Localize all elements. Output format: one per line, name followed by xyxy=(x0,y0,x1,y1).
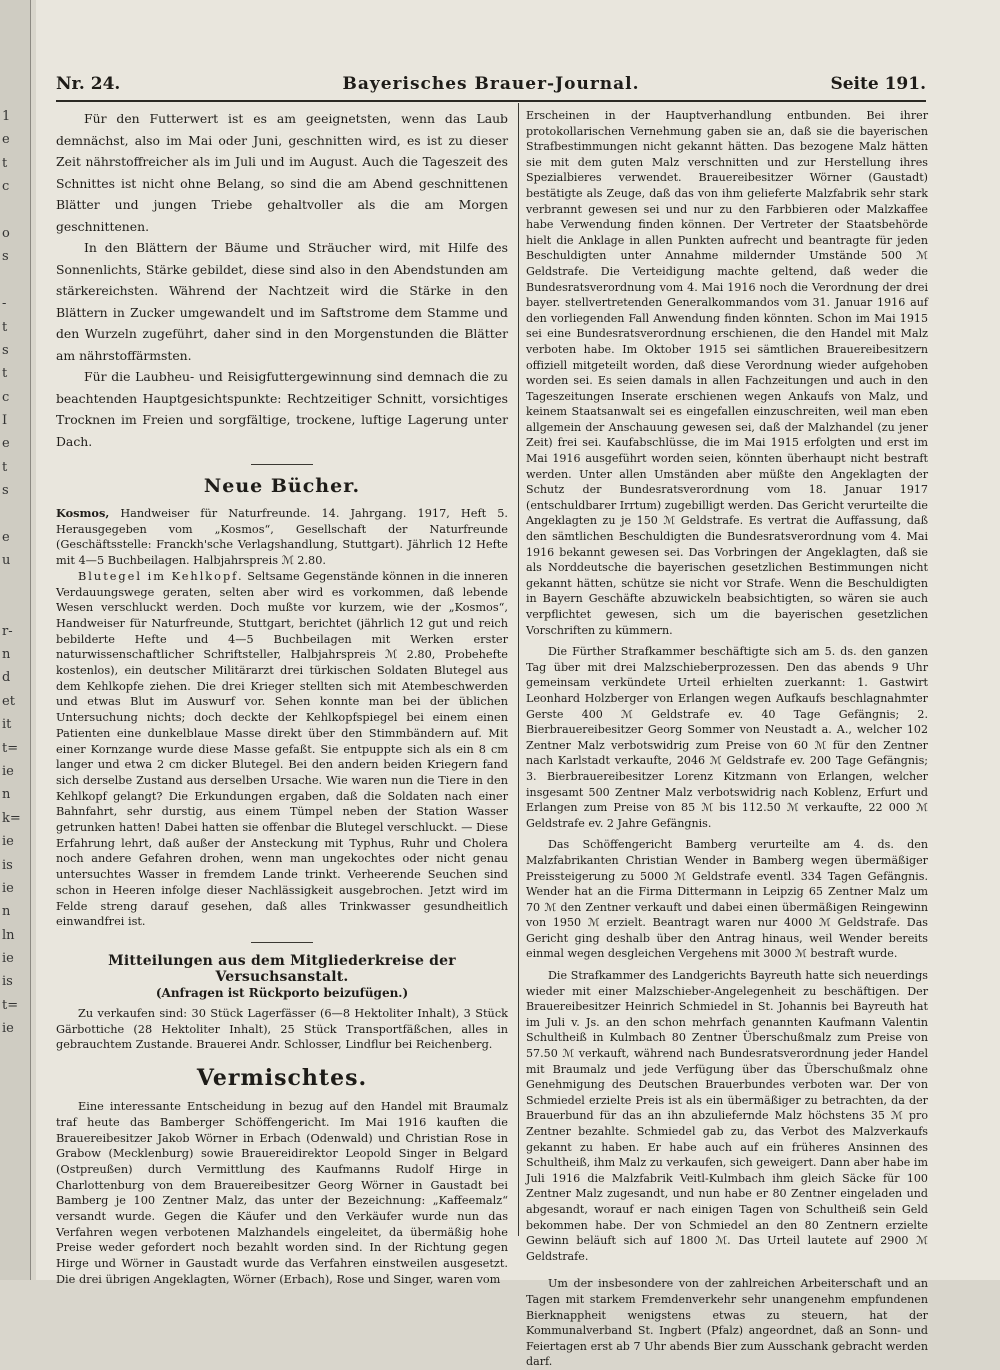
adjacent-page-fragment: ie xyxy=(2,1021,14,1037)
adjacent-page-fragment: is xyxy=(2,857,13,873)
page-header xyxy=(56,70,926,102)
paragraph-schoeffengericht-bamberg: Das Schöffengericht Bamberg verurteilte am 4. ds. den Malzfabrikanten Christian Wender in Bamberg wegen übermäßiger Preissteigerung zu 5000 ℳ Geldstrafe eventl. 334 Tagen Gefängnis. Wender hat an die Firma Dittermann in Leipzig 65 Zentner Malz um 70 ℳ den Zentner verkauft und dabei einen übermäßigen Reingewinn von 1950 ℳ erzielt. Beantragt waren nur 4000 ℳ Geldstrafe. Das Gericht ging deshalb über den Antrag hinaus, weil Wender bereits einmal wegen desgleichen Vergehens mit 3000 ℳ bestraft wurde. xyxy=(526,838,928,961)
adjacent-page-fragment: t xyxy=(2,319,8,335)
adjacent-page-fragment: - xyxy=(2,296,7,312)
adjacent-page-fragment: t xyxy=(2,366,8,382)
adjacent-page-fragment xyxy=(2,601,28,624)
adjacent-page-fragment: t= xyxy=(2,997,19,1013)
adjacent-page-fragment: n xyxy=(2,904,11,920)
journal-title: Bayerisches Brauer-Journal. xyxy=(342,74,640,94)
adjacent-page-fragment: o xyxy=(2,225,10,241)
paragraph-landgericht-bayreuth: Die Strafkammer des Landgerichts Bayreuth hatte sich neuerdings wieder mit einer Malzschieber-Angelegenheit zu beschäftigen. Der Brauereibesitzer Heinrich Schmiedel in St. Johannis bei Bayreuth hat im Juli v. Js. an den schon mehrfach genannten Kaufmann Valentin Schultheiß in Kulmbach 80 Zentner Überschußmalz zum Preise von 57.50 ℳ verkauft, während nach Bundesratsverordnung jeder Handel mit Braumalz und jede Verfügung über das Überschußmalz ohne Genehmigung des Deutschen Brauerbundes verboten war. Der von Schmiedel erzielte Preis ist als ein übermäßiger zu betrachten, da der Brauerbund für das an ihn abzuliefernde Malz höchstens 35 ℳ pro Zentner bezahlte. Schmiedel gab zu, das Verbot des Malzverkaufs gekannt zu haben. Er habe auch auf ein früheres Ansinnen des Schultheiß, ihm Malz zu verkaufen, sich geweigert. Dann aber habe im Juli 1916 die Malzfabrik Veitl-Kulmbach ihm gleich Säcke für 100 Zentner Malz zugesandt, und nun habe er 80 Zentner eingeladen und abgesandt, worauf er nach einigen Tagen von Schultheiß sein Geld bekommen habe. Der von Schmiedel an den 80 Zentnern erzielte Gewinn beläuft sich auf 1800 ℳ. Das Urteil lautete auf 2900 ℳ Geldstrafe. xyxy=(526,969,928,1263)
adjacent-page-fragment: ln xyxy=(2,927,15,943)
adjacent-page-fragment: c xyxy=(2,179,10,195)
adjacent-page-fragment: u xyxy=(2,553,11,569)
adjacent-page-fragment: I xyxy=(2,413,8,429)
paragraph-verhandlung: Erscheinen in der Hauptverhandlung entbunden. Bei ihrer protokollarischen Vernehmung gaben sie an, daß sie die bayerischen Strafbestimmungen nicht gekannt hätten. Das bezogene Malz hätten sie mit dem guten Malz verschnitten und zur Herstellung ihres Spezialbieres verwendet. Brauereibesitzer Wörner (Gaustadt) bestätigte als Zeuge, daß das von ihm gelieferte Malzfabrik sehr stark verbrannt gewesen sei und nur zu den Farbbieren oder Malzkaffee habe Verwendung finden können. Der Vertreter der Staatsbehörde hielt die Anklage in allen Punkten aufrecht und beantragte für jeden Beschuldigten unter Annahme mildernder Umstände 500 ℳ Geldstrafe. Die Verteidigung machte geltend, daß weder die Bundesratsverordnung vom 4. Mai 1916 noch die Verordnung der drei bayer. stellvertretenden Generalkommandos vom 31. Januar 1916 auf den vorliegenden Fall Anwendung finden könnten. Schon im Mai 1915 sei eine Bundesratsverordnung erschienen, die den Handel mit Malz verboten habe. Im Oktober 1915 sei sämtlichen Brauereibesitzern offiziell mitgeteilt worden, daß diese Verordnung wieder aufgehoben worden sei. Es seien damals in allen Fachzeitungen und auch in den Tageszeitungen Inserate erschienen wegen Ankaufs von Malz, und keinem Staatsanwalt sei es eingefallen einzuschreiten, weil man eben allgemein der Anschauung gewesen sei, daß der Malzhandel (zu jener Zeit) frei sei. Kaufabschlüsse, die im Mai 1915 erfolgten und erst im Mai 1916 ausgeführt worden seien, könnten überhaupt nicht bestraft werden. Unter allen Umständen aber müßte den Angeklagten der Schutz der Bundesratsverordnung vom 18. Januar 1917 (entschuldbarer Irrtum) zugebilligt werden. Das Gericht verurteilte die Angeklagten zu je 150 ℳ Geldstrafe. Es vertrat die Auffassung, daß den sämtlichen Beschuldigten die Bundesratsverordnung vom 4. Mai 1916 bekannt gewesen sei. Das Vorbringen der Angeklagten, daß sie als Norddeutsche die bayerischen gesetzlichen Bestimmungen nicht gekannt hätten, schütze sie nicht vor Strafe. Wenn die Beschuldigten in Bayern Geschäfte abzuwickeln beabsichtigten, so wären sie auch verpflichtet gewesen, sich um die bayerischen gesetzlichen Vorschriften zu kümmern. xyxy=(526,109,928,637)
paragraph-laubheu: Für die Laubheu- und Reisigfuttergewinnung sind demnach die zu beachtenden Hauptgesichtspunkte: Rechtzeitiger Schnitt, vorsichtiges Trocknen im Freien und sorgfältige, trockene, luftige Lagerung unter Dach. xyxy=(56,369,508,449)
kosmos-text: Handweiser für Naturfreunde. 14. Jahrgang. 1917, Heft 5. Herausgegeben vom „Kosmos“, Gesellschaft der Naturfreunde (Geschäftsstelle: Franckh'sche Verlagshandlung, Stuttgart). Jährlich 12 Hefte mit 4—5 Buchbeilagen. Halbjahrspreis ℳ 2.80. xyxy=(56,507,509,568)
adjacent-page-fragment xyxy=(2,274,28,297)
adjacent-page-fragment xyxy=(2,508,28,531)
adjacent-page-fragment: n xyxy=(2,787,11,803)
heading-mitteilungen: Mitteilungen aus dem Mitgliederkreise der Versuchsanstalt. xyxy=(108,952,456,985)
kosmos-lead: Kosmos, xyxy=(56,506,110,520)
paragraph-gap xyxy=(526,1264,928,1276)
adjacent-page-fragment: ie xyxy=(2,763,14,779)
left-column xyxy=(56,108,509,1286)
adjacent-page-fragment: e xyxy=(2,530,10,546)
blutegel-text: Seltsame Gegenstände können in die inneren Verdauungswege geraten, selten aber wird es vorkommen, daß lebende Wesen verschluckt werden. Doch mußte vor kurzem, wie der „Kosmos“, Handweiser für Naturfreunde, Stuttgart, berichtet (jährlich 12 gut und reich bebilderte Hefte und 4—5 Buchbeilagen mit Werken erster naturwissenschaftlicher Schriftsteller, Halbjahrspreis ℳ 2.80, Probehefte kostenlos), ein deutscher Militärarzt drei türkischen Soldaten Blutegel aus dem Kehlkopfe ziehen. Die drei Krieger stellten sich mit Atembeschwerden und etwas Blut im Auswurf vor. Sehen konnte man bei der üblichen Untersuchung nichts; doch deckte der Kehlkopfspiegel bei einem einen Patienten eine dunkelblaue Masse direkt über den Stimmbändern auf. Mit einer Kornzange wurde diese Masse gefaßt. Sie entpuppte sich als ein 8 cm langer und etwa 2 cm dicker Blutegel. Bei den andern beiden Kriegern fand sich derselbe Zustand aus derselben Ursache. Wie waren nun die Tiere in den Kehlkopf gelangt? Die Erkundungen ergaben, daß die Soldaten nach einer Bahnfahrt, sehr durstig, aus einem Tümpel neben der Station Wasser getrunken hatten! Dabei hatten sie offenbar die Blutegel verschluckt. — Diese Erfahrung lehrt, daß außer der Ansteckung mit Typhus, Ruhr und Cholera noch andere Gefahren drohen, wenn man ungekochtes oder nicht genau untersuchtes Wasser in fremdem Lande trinkt. Verheerende Seuchen sind schon in Heeren infolge dieser Nachlässigkeit ausgebrochen. Jetzt wird im Felde streng darauf gesehen, daß alles Trinkwasser gesundheitlich einwandfrei ist. xyxy=(56,569,509,929)
paragraph-kosmos xyxy=(56,506,508,569)
adjacent-page-fragment: is xyxy=(2,974,13,990)
paragraph-braumalz: Eine interessante Entscheidung in bezug auf den Handel mit Braumalz traf heute das Bamberger Schöffengericht. Im Mai 1916 kauften die Brauereibesitzer Jakob Wörner in Erbach (Odenwald) und Christian Rose in Grabow (Mecklenburg) sowie Brauereidirektor Leopold Singer in Belgard (Ostpreußen) durch Vermittlung des Kaufmanns Rudolf Hirge in Charlottenburg von dem Brauereibesitzer Georg Wörner in Gaustadt bei Bamberg je 100 Zentner Malz, das unter der Bezeichnung: „Kaffeemalz“ versandt wurde. Gegen die Käufer und den Verkäufer wurde nun das Verfahren wegen verbotenen Malzhandels eingeleitet, da übermäßig hohe Preise weder gefordert noch bezahlt worden sind. In der Richtung gegen Hirge und Wörner in Gaustadt wurde das Verfahren einstweilen ausgesetzt. Die drei übrigen Angeklagten, Wörner (Erbach), Rose und Singer, waren vom xyxy=(56,1100,508,1286)
adjacent-page-fragment: ie xyxy=(2,951,14,967)
right-column xyxy=(526,108,928,1369)
adjacent-page-fragment: e xyxy=(2,132,10,148)
adjacent-page-fragment: s xyxy=(2,249,9,265)
adjacent-page-fragment: s xyxy=(2,342,9,358)
paragraph-blutegel xyxy=(56,569,508,930)
adjacent-page-fragment: k= xyxy=(2,810,21,826)
heading-neue-buecher: Neue Bücher. xyxy=(203,475,361,497)
adjacent-page-fragment xyxy=(2,578,28,601)
subheading-rueckporto: (Anfragen ist Rückporto beizufügen.) xyxy=(155,985,409,1000)
adjacent-page-fragment: e xyxy=(2,436,10,452)
adjacent-page-fragment: ie xyxy=(2,880,14,896)
adjacent-page-fragment: d xyxy=(2,670,11,686)
adjacent-page-strip xyxy=(0,0,31,1280)
adjacent-page-fragment: et xyxy=(2,693,15,709)
paragraph-zu-verkaufen: Zu verkaufen sind: 30 Stück Lagerfässer (6—8 Hektoliter Inhalt), 3 Stück Gärbottiche (28 Hektoliter Inhalt), 25 Stück Transportfäßchen, alles in gebrauchtem Zustande. Brauerei Andr. Schlosser, Lindflur bei Reichenberg. xyxy=(56,1006,508,1052)
adjacent-page-fragment: n xyxy=(2,646,11,662)
adjacent-page-fragment: t= xyxy=(2,740,19,756)
paragraph-bierknappheit: Um der insbesondere von der zahlreichen Arbeiterschaft und an Tagen mit starkem Fremdenverkehr sehr unangenehm empfundenen Bierknappheit wenigstens etwas zu steuern, hat der Kommunalverband St. Ingbert (Pfalz) angeordnet, daß an Sonn- und Feiertagen erst ab 7 Uhr abends Bier zum Ausschank gebracht werden darf. xyxy=(526,1277,928,1369)
paragraph-futterwert: Für den Futterwert ist es am geeignetsten, wenn das Laub demnächst, also im Mai oder Juni, geschnitten wird, es ist zu dieser Zeit nährstoffreicher als im Juli und im August. Auch die Tageszeit des Schnittes ist nicht ohne Belang, so sind die am Abend geschnittenen Blätter und jungen Triebe gehaltvoller als die am Morgen geschnittenen. xyxy=(56,111,508,234)
blutegel-lead: Blutegel im Kehlkopf. xyxy=(78,569,244,583)
adjacent-page-fragment: it xyxy=(2,717,12,733)
adjacent-page-fragment: t xyxy=(2,155,8,171)
adjacent-page-fragment: s xyxy=(2,483,9,499)
paragraph-fuerther-strafkammer: Die Fürther Strafkammer beschäftigte sich am 5. ds. den ganzen Tag über mit drei Malzschieberprozessen. Den das abends 9 Uhr gemeinsam verkündete Urteil erhielten zuerkannt: 1. Gastwirt Leonhard Holzberger von Erlangen wegen Aufkaufs beschlagnahmter Gerste 400 ℳ Geldstrafe ev. 40 Tage Gefängnis; 2. Bierbrauereibesitzer Georg Sommer von Neustadt a. A., welcher 102 Zentner Malz verbotswidrig zum Preise von 60 ℳ für den Zentner nach Karlstadt verkaufte, 2046 ℳ Geldstrafe ev. 200 Tage Gefängnis; 3. Bierbrauereibesitzer Lorenz Kitzmann von Erlangen, welcher insgesamt 500 Zentner Malz verbotswidrig nach Koblenz, Erfurt und Erlangen zum Preise von 85 ℳ bis 112.50 ℳ verkaufte, 22 000 ℳ Geldstrafe ev. 2 Jahre Gefängnis. xyxy=(526,645,928,830)
section-divider xyxy=(251,942,313,943)
paragraph-staerke: In den Blättern der Bäume und Sträucher wird, mit Hilfe des Sonnenlichts, Stärke gebildet, diese sind also in den Abendstunden am stärkereichsten. Während der Nachtzeit wird die Stärke in den Blättern in Zucker umgewandelt und im Saftstrome dem Stamme und den Wurzeln zugeführt, daher sind in den Morgenstunden die Blätter am nährstoffärmsten. xyxy=(56,240,508,363)
adjacent-page-fragment: r- xyxy=(2,623,13,639)
issue-number: Nr. 24. xyxy=(56,74,121,94)
newspaper-page xyxy=(36,0,1000,1369)
adjacent-page-fragment: t xyxy=(2,459,8,475)
section-divider xyxy=(251,464,313,465)
adjacent-page-letters xyxy=(2,110,28,1046)
heading-vermischtes: Vermischtes. xyxy=(196,1065,368,1092)
column-divider xyxy=(518,103,519,1236)
adjacent-page-fragment: c xyxy=(2,389,10,405)
adjacent-page-fragment: ie xyxy=(2,834,14,850)
adjacent-page-fragment xyxy=(2,204,28,227)
page-number: Seite 191. xyxy=(830,74,926,94)
adjacent-page-fragment: 1 xyxy=(2,109,11,124)
